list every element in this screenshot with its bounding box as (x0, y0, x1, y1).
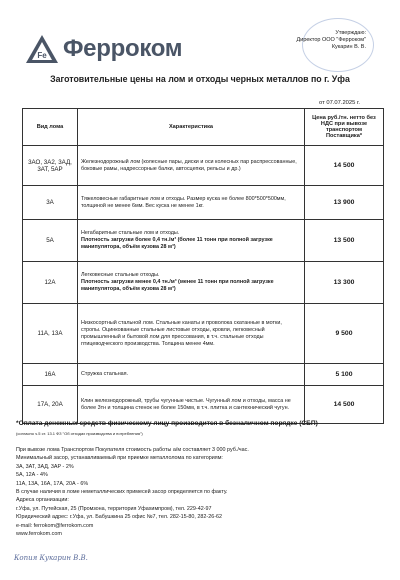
price-table (22, 108, 384, 424)
row-description (78, 386, 305, 424)
table-row (23, 386, 384, 424)
row-description-text: Тяжеловесные габаритные лом и отходы. Размер куска не более 800*500*500мм, толщиной не менее 6мм. Вес куска не менее 1кг. (81, 195, 286, 209)
row-description-text: Железнодорожный лом (колесные пары, диски и оси колесных пар распрессованные, боковые рамы, надрессорные балки, автосцепки, рельсы и др.) (81, 158, 297, 172)
brand-name: Ферроком (63, 35, 183, 62)
fe-triangle-icon (25, 34, 59, 64)
handwritten-signature: Копия Кукарин В.В. (14, 554, 88, 562)
footer-info (16, 446, 386, 538)
row-description (78, 146, 305, 186)
table-row (23, 262, 384, 304)
row-description-text: Стружка стальная. (81, 371, 129, 377)
page-title: Заготовительные цены на лом и отходы черных металлов по г. Уфа (50, 74, 350, 84)
row-price: 9 500 (305, 304, 384, 364)
footer-line-transport: При вывозе лома Транспортом Покупателя стоимость работы а/м составляет 3 000 руб./час. (16, 447, 249, 453)
table-row (23, 186, 384, 220)
row-price: 14 500 (305, 146, 384, 186)
row-description (78, 364, 305, 386)
approval-line-1: Утверждаю: (335, 30, 366, 36)
approval-block (276, 30, 366, 51)
row-price: 13 900 (305, 186, 384, 220)
row-description-text: Легковесные стальные отходы. (81, 272, 160, 278)
approval-line-2: Директор ООО "Ферроком" (296, 37, 366, 43)
table-row (23, 220, 384, 262)
row-price: 14 500 (305, 386, 384, 424)
table-row (23, 304, 384, 364)
row-grade: 17А, 20А (23, 386, 78, 424)
footer-line-min-contamination: Минимальный засор, устанавливаемый при приемке металлолома по категориям: (16, 455, 223, 462)
row-description-bold: Плотность загрузки менее 0,4 тн./м³ (менее 11 тонн при полной загрузке манипулятора, объём кузова 28 м³) (81, 279, 274, 292)
header-description: Характеристика (78, 109, 305, 146)
table-row (23, 146, 384, 186)
row-description (78, 304, 305, 364)
footer-line-email[interactable]: e-mail: ferrokom@ferrokom.com (16, 522, 94, 529)
row-price: 13 300 (305, 262, 384, 304)
header-price: Цена руб./тн. нетто без НДС при вывозе транспортом Поставщика* (305, 109, 384, 146)
footer-line-address-1: г.Уфа, ул. Путейская, 25 (Промзона, территория Уфахимпром), тел. 229-42-97 (16, 505, 212, 512)
row-grade: 11А, 13А (23, 304, 78, 364)
payment-note: *Оплата денежных средств физическому лицу производится в безналичном порядке (СБП) (16, 420, 318, 427)
row-description (78, 186, 305, 220)
brand-badge: Fe (37, 51, 47, 60)
row-description (78, 262, 305, 304)
row-description-bold: Плотность загрузки более 0,4 тн./м³ (более 11 тонн при полной загрузке манипулятора, объём кузова 28 м³) (81, 237, 273, 250)
row-price: 13 500 (305, 220, 384, 262)
table-row (23, 364, 384, 386)
brand-logo (25, 34, 182, 64)
row-description-text: Клин железнодорожный, трубы чугунные чистые. Чугунный лом и отходы, масса не более 3тн и толщина стенок не более 150мм, в т.ч. плитка и сантехнический чугун. (81, 397, 291, 411)
row-grade: 3А (23, 186, 78, 220)
footer-line-category-3: 11А, 13А, 16А, 17А, 20А - 6% (16, 480, 89, 487)
footer-line-website[interactable]: www.ferrokom.com (16, 531, 62, 538)
row-description (78, 220, 305, 262)
row-grade: 3АО, 3А2, 3АД, 3АТ, 5АР (23, 146, 78, 186)
footer-line-legal-address: Юридический адрес: г.Уфа, ул. Бабушкина 25 офис №7, тел. 282-15-80, 282-26-62 (16, 514, 222, 521)
row-grade: 16А (23, 364, 78, 386)
footer-line-addresses-title: Адреса организации: (16, 497, 69, 504)
row-price: 5 100 (305, 364, 384, 386)
row-grade: 5А (23, 220, 78, 262)
approval-line-3: Кукарин В. В. (331, 44, 366, 50)
footer-line-category-2: 5А, 12А - 4% (16, 472, 48, 479)
row-grade: 12А (23, 262, 78, 304)
row-description-text: Негабаритные стальные лом и отходы. (81, 230, 180, 236)
footer-line-category-1: 3А, 3АТ, 3АД, 3АР - 2% (16, 463, 74, 470)
footer-line-impurities: В случае наличия в ломе неметаллических примесей засор определяется по факту. (16, 489, 228, 496)
row-description-text: Низкосортный стальной лом. Стальные канаты и проволока скатанные в мотки, стропы. Оцинкованные стальные листовые отходы, кровли, легковесный промышленный и бытовой лом для прессования, в т.ч. стальные отходы птицеводческого производства. Толщина менее 4мм. (81, 319, 282, 347)
header-grade: Вид лома (23, 109, 78, 146)
table-header-row (23, 109, 384, 146)
payment-note-law: (согласно ч.5 ст. 13.1 ФЗ "Об отходах производства и потребления") (16, 431, 143, 436)
price-date: от 07.07.2025 г. (318, 100, 360, 106)
